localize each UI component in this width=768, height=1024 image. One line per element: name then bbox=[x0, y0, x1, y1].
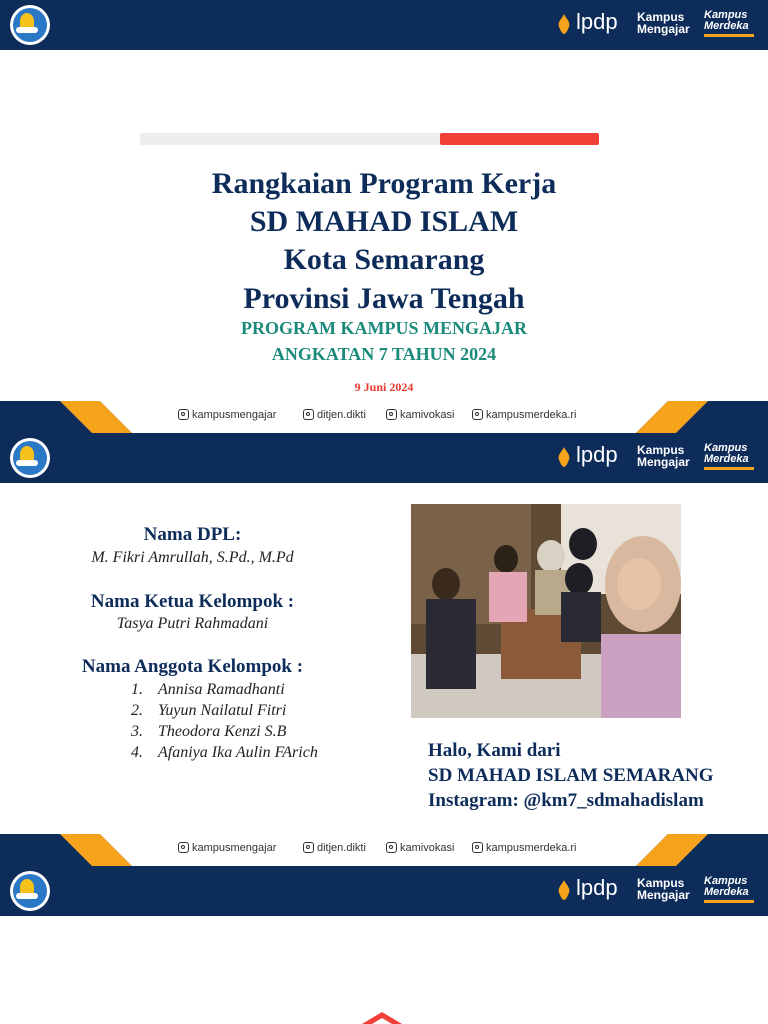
slide-header bbox=[0, 433, 768, 483]
instagram-icon bbox=[472, 842, 483, 853]
instagram-icon bbox=[303, 842, 314, 853]
group-photo bbox=[411, 504, 681, 718]
program-name: PROGRAM KAMPUS MENGAJAR bbox=[241, 318, 527, 338]
angkatan-label: ANGKATAN 7 TAHUN 2024 bbox=[271, 344, 497, 364]
lpdp-logo: lpdp bbox=[576, 442, 618, 467]
dpl-name: M. Fikri Amrullah, S.Pd., M.Pd bbox=[91, 549, 294, 566]
list-item: 1. Annisa Ramadhanti bbox=[131, 681, 285, 698]
ketua-name: Tasya Putri Rahmadani bbox=[116, 615, 269, 632]
instagram-icon bbox=[178, 842, 189, 853]
lpdp-logo: lpdp bbox=[576, 9, 618, 34]
title-line-1: Rangkaian Program Kerja bbox=[211, 167, 557, 200]
instagram-icon bbox=[178, 409, 189, 420]
social-kampusmerdeka[interactable]: kampusmerdeka.ri bbox=[472, 842, 576, 854]
kampus-merdeka-underline bbox=[704, 467, 754, 470]
lpdp-flame-icon bbox=[556, 880, 572, 900]
list-item: 4. Afaniya Ika Aulin FArich bbox=[131, 744, 318, 761]
slide-header bbox=[0, 866, 768, 916]
kampus-merdeka-underline bbox=[704, 34, 754, 37]
kampus-merdeka-logo: Kampus Merdeka bbox=[704, 9, 749, 32]
lpdp-logo: lpdp bbox=[576, 875, 618, 900]
list-item: 3. Theodora Kenzi S.B bbox=[131, 723, 287, 740]
dpl-label: Nama DPL: bbox=[143, 524, 242, 545]
tut-wuri-handayani-logo bbox=[10, 438, 50, 478]
social-ditjen-dikti[interactable]: ditjen.dikti bbox=[303, 409, 366, 421]
kampus-merdeka-underline bbox=[704, 900, 754, 903]
halo-line-1: Halo, Kami dari bbox=[428, 740, 561, 761]
halo-line-2: SD MAHAD ISLAM SEMARANG bbox=[428, 765, 714, 786]
kampus-merdeka-logo: Kampus Merdeka bbox=[704, 875, 749, 898]
title-line-4: Provinsi Jawa Tengah bbox=[243, 282, 525, 315]
slide-header bbox=[0, 0, 768, 50]
social-kamivokasi[interactable]: kamivokasi bbox=[386, 842, 454, 854]
social-kampusmerdeka[interactable]: kampusmerdeka.ri bbox=[472, 409, 576, 421]
instagram-icon bbox=[303, 409, 314, 420]
lpdp-flame-icon bbox=[556, 14, 572, 34]
title-line-3: Kota Semarang bbox=[283, 243, 485, 276]
lpdp-flame-icon bbox=[556, 447, 572, 467]
instagram-icon bbox=[386, 842, 397, 853]
kampus-mengajar-logo: Kampus Mengajar bbox=[637, 10, 690, 36]
footer-shape bbox=[0, 401, 768, 433]
list-item: 2. Yuyun Nailatul Fitri bbox=[131, 702, 287, 719]
social-kampusmengajar[interactable]: kampusmengajar bbox=[178, 409, 276, 421]
title-line-2: SD MAHAD ISLAM bbox=[249, 205, 519, 238]
tut-wuri-handayani-logo bbox=[10, 5, 50, 45]
slide-footer bbox=[0, 834, 768, 866]
kampus-mengajar-logo: Kampus Mengajar bbox=[637, 876, 690, 902]
instagram-handle[interactable]: Instagram: @km7_sdmahadislam bbox=[428, 790, 704, 811]
kampus-mengajar-logo: Kampus Mengajar bbox=[637, 443, 690, 469]
anggota-label: Nama Anggota Kelompok : bbox=[81, 656, 304, 677]
footer-shape bbox=[0, 834, 768, 866]
slide-3 bbox=[0, 866, 768, 1024]
social-kamivokasi[interactable]: kamivokasi bbox=[386, 409, 454, 421]
ketua-label: Nama Ketua Kelompok : bbox=[90, 591, 295, 612]
instagram-icon bbox=[472, 409, 483, 420]
anggota-list bbox=[131, 681, 318, 765]
tut-wuri-handayani-logo bbox=[10, 871, 50, 911]
progress-bar-track bbox=[140, 133, 440, 145]
social-kampusmengajar[interactable]: kampusmengajar bbox=[178, 842, 276, 854]
progress-bar-fill bbox=[440, 133, 599, 145]
slide-1 bbox=[0, 0, 768, 433]
kampus-merdeka-logo: Kampus Merdeka bbox=[704, 442, 749, 465]
red-chevron-shape bbox=[362, 1012, 402, 1024]
slide-footer bbox=[0, 401, 768, 433]
presentation-date: 9 Juni 2024 bbox=[354, 380, 414, 394]
social-ditjen-dikti[interactable]: ditjen.dikti bbox=[303, 842, 366, 854]
instagram-icon bbox=[386, 409, 397, 420]
